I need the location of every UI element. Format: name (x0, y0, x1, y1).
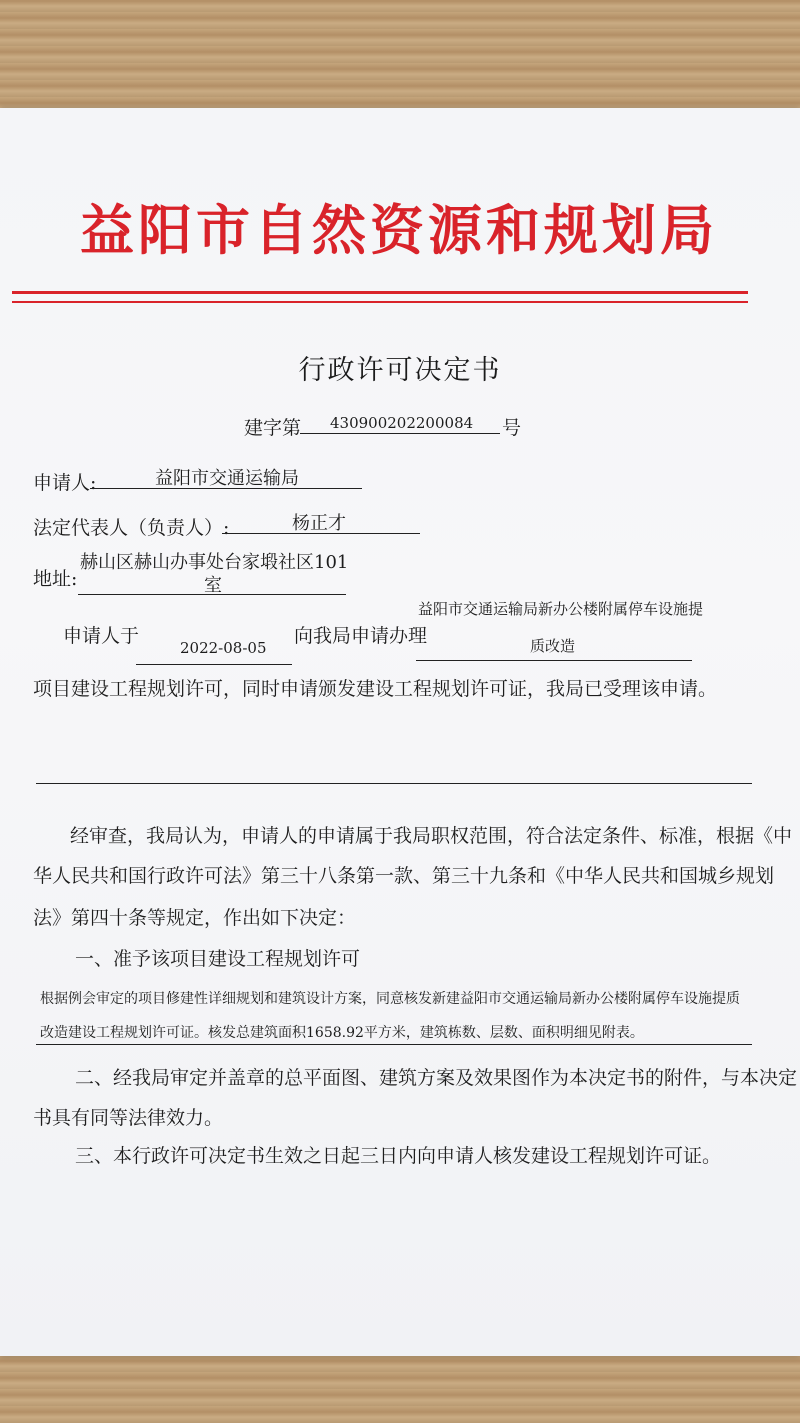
application-mid: 向我局申请办理 (294, 625, 428, 647)
applicant-label: 申请人: (33, 472, 97, 494)
address-value-line1: 赫山区赫山办事处台家塅社区101 (80, 552, 349, 573)
decision1-detail2: 改造建设工程规划许可证。核发总建筑面积1658.92平方米，建筑栋数、层数、面积明细见附表。 (40, 1025, 644, 1041)
applicant-value: 益阳市交通运输局 (155, 468, 299, 489)
decision1-underline (36, 1028, 752, 1045)
address-underline (78, 574, 346, 595)
decision2-line1: 二、经我局审定并盖章的总平面图、建筑方案及效果图作为本决定书的附件，与本决定 (75, 1067, 798, 1089)
decision3-line1: 三、本行政许可决定书生效之日起三日内向申请人核发建设工程规划许可证。 (75, 1145, 722, 1167)
project-name-line1: 益阳市交通运输局新办公楼附属停车设施提 (418, 600, 704, 618)
document-page (0, 108, 800, 1356)
review-line3: 法》第四十条等规定，作出如下决定： (33, 907, 357, 929)
review-line2: 华人民共和国行政许可法》第三十八条第一款、第三十九条和《中华人民共和国城乡规划 (33, 865, 775, 887)
number-prefix: 建字第 (244, 417, 302, 439)
decision2-line2: 书具有同等法律效力。 (33, 1107, 224, 1129)
application-date: 2022-08-05 (180, 639, 267, 657)
document-number: 430900202200084 (330, 414, 474, 432)
header-rule-thin (12, 301, 748, 303)
application-tail: 项目建设工程规划许可，同时申请颁发建设工程规划许可证，我局已受理该申请。 (33, 678, 718, 700)
header-rule-thick (12, 291, 748, 294)
document-title: 行政许可决定书 (298, 355, 502, 386)
legal-rep-label: 法定代表人（负责人）: (33, 517, 230, 539)
agency-header: 益阳市自然资源和规划局 (80, 199, 718, 262)
number-suffix: 号 (502, 417, 522, 439)
review-line1: 经审查，我局认为，申请人的申请属于我局职权范围，符合法定条件、标准，根据《中 (70, 825, 793, 847)
decision1-title: 一、准予该项目建设工程规划许可 (75, 948, 361, 970)
decision1-detail1: 根据例会审定的项目修建性详细规划和建筑设计方案，同意核发新建益阳市交通运输局新办公楼附属停车设施提质 (40, 991, 740, 1007)
address-value-line2: 室 (204, 575, 222, 596)
date-underline (136, 644, 292, 665)
project-underline (416, 638, 692, 661)
address-label: 地址: (33, 568, 78, 590)
legal-rep-value: 杨正才 (292, 513, 346, 534)
section-divider (36, 768, 752, 784)
application-intro: 申请人于 (63, 625, 140, 647)
project-name-line2: 质改造 (530, 637, 576, 655)
